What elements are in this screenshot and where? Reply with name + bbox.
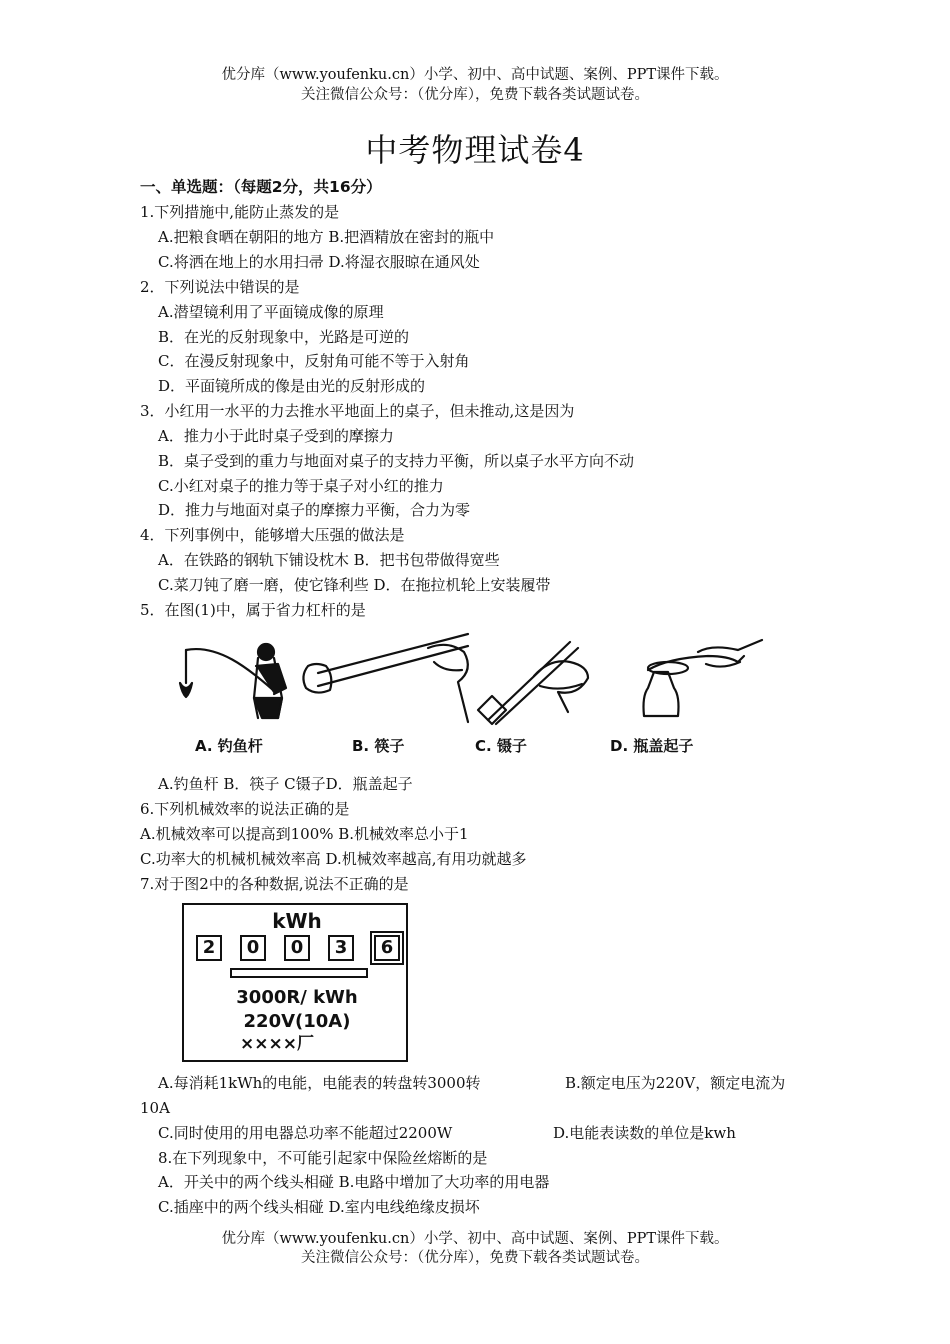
q2-option-c: C．在漫反射现象中，反射角可能不等于入射角 [158,352,470,370]
lever-figure [178,628,768,728]
meter-digit-4: 3 [328,935,354,961]
q1-stem: 1.下列措施中,能防止蒸发的是 [140,203,340,221]
bottle-opener-drawing [644,640,763,716]
footer-line-2: 关注微信公众号：（优分库），免费下载各类试题试卷。 [301,1250,649,1266]
meter-digit-3: 0 [284,935,310,961]
meter-revolutions: 3000R/ kWh [236,987,358,1008]
q5-options: A.钓鱼杆 B．筷子 C镊子D．瓶盖起子 [158,775,413,793]
fig-label-b: B. 筷子 [352,737,405,755]
meter-unit: kWh [272,909,322,933]
q6-options-ab: A.机械效率可以提高到100% B.机械效率总小于1 [140,825,469,843]
meter-digit-2: 0 [240,935,266,961]
meter-digit-1: 2 [196,935,222,961]
q7-option-b-cont: 10A [140,1099,170,1117]
q3-option-a: A．推力小于此时桌子受到的摩擦力 [158,427,394,445]
q7-option-c: C.同时使用的用电器总功率不能超过2200W [158,1124,453,1142]
electric-meter-figure [182,903,408,1062]
q8-options-cd: C.插座中的两个线头相碰 D.室内电线绝缘皮损坏 [158,1198,480,1216]
q5-stem: 5．在图(1)中，属于省力杠杆的是 [140,601,366,619]
q2-stem: 2．下列说法中错误的是 [140,278,300,296]
page-title: 中考物理试卷4 [365,131,585,169]
fig-label-c: C. 镊子 [475,737,527,755]
meter-window-bar [230,968,368,978]
header-line-1: 优分库（www.youfenku.cn）小学、初中、高中试题、案例、PPT课件下载。 [221,67,729,83]
meter-maker: ××××厂 [240,1034,314,1054]
q8-stem: 8.在下列现象中，不可能引起家中保险丝熔断的是 [158,1149,488,1167]
q7-stem: 7.对于图2中的各种数据,说法不正确的是 [140,875,409,893]
chopsticks-drawing [303,634,468,722]
q6-stem: 6.下列机械效率的说法正确的是 [140,800,350,818]
q1-options-cd: C.将洒在地上的水用扫帚 D.将湿衣服晾在通风处 [158,253,480,271]
q1-options-ab: A.把粮食晒在朝阳的地方 B.把酒精放在密封的瓶中 [158,228,495,246]
q4-stem: 4．下列事例中，能够增大压强的做法是 [140,526,405,544]
q3-option-c: C.小红对桌子的推力等于桌子对小红的推力 [158,477,444,495]
fig-label-d: D. 瓶盖起子 [610,737,694,755]
q3-option-d: D．推力与地面对桌子的摩擦力平衡，合力为零 [158,501,471,519]
q2-option-a: A.潜望镜利用了平面镜成像的原理 [158,303,384,321]
footer-line-1: 优分库（www.youfenku.cn）小学、初中、高中试题、案例、PPT课件下载。 [221,1231,729,1247]
q4-options-ab: A．在铁路的钢轨下铺设枕木 B．把书包带做得宽些 [158,551,500,569]
meter-rating: 220V(10A) [243,1011,351,1032]
q7-option-b: B.额定电压为220V，额定电流为 [565,1074,786,1092]
q3-option-b: B．桌子受到的重力与地面对桌子的支持力平衡，所以桌子水平方向不动 [158,452,635,470]
q4-options-cd: C.菜刀钝了磨一磨，使它锋利些 D．在拖拉机轮上安装履带 [158,576,551,594]
fishing-rod-drawing [180,644,286,718]
q2-option-d: D．平面镜所成的像是由光的反射形成的 [158,377,426,395]
tweezers-drawing [478,642,588,724]
q6-options-cd: C.功率大的机械机械效率高 D.机械效率越高,有用功就越多 [140,850,527,868]
header-line-2: 关注微信公众号：（优分库），免费下载各类试题试卷。 [301,87,649,103]
fig-label-a: A. 钓鱼杆 [195,737,263,755]
q7-option-a: A.每消耗1kWh的电能，电能表的转盘转3000转 [158,1074,481,1092]
meter-digit-5: 6 [374,935,400,961]
q3-stem: 3．小红用一水平的力去推水平地面上的桌子，但未推动,这是因为 [140,402,575,420]
q7-option-d: D.电能表读数的单位是kwh [553,1124,736,1142]
section-heading: 一、单选题：（每题2分，共16分） [140,178,382,196]
q2-option-b: B．在光的反射现象中，光路是可逆的 [158,328,410,346]
q8-options-ab: A．开关中的两个线头相碰 B.电路中增加了大功率的用电器 [158,1173,550,1191]
